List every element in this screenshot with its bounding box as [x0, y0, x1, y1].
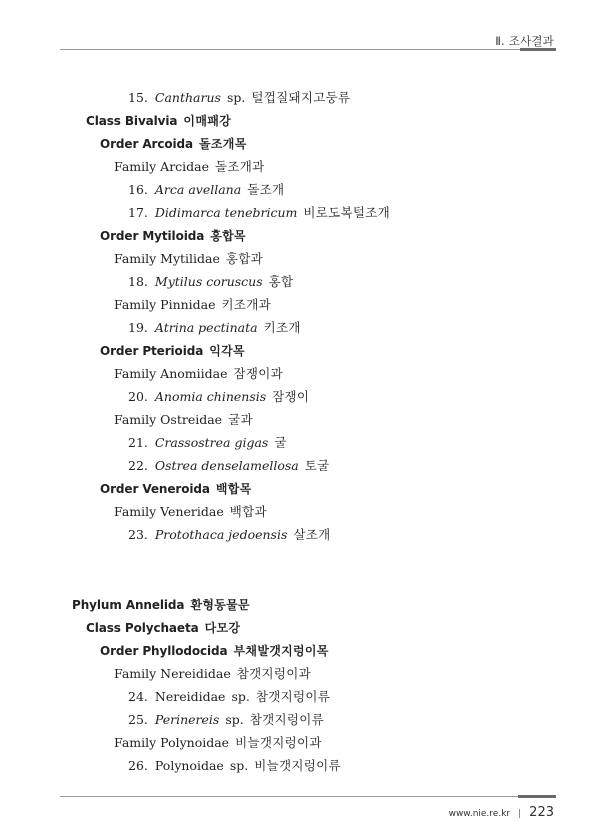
taxon-label: Order Pterioida [100, 344, 204, 358]
species-abbrev: sp. [226, 90, 246, 105]
species-number: 21. [128, 435, 148, 450]
species-line [128, 90, 350, 106]
korean-name: 키조개 [263, 320, 301, 335]
korean-name: 백합목 [215, 482, 252, 496]
species-number: 22. [128, 458, 148, 473]
korean-name: 참갯지렁이류 [255, 689, 331, 704]
scientific-name: Perinereis [154, 712, 220, 727]
korean-name: 부채발갯지렁이목 [233, 644, 329, 658]
family-line [114, 412, 253, 428]
scientific-name: Crassostrea gigas [154, 435, 269, 450]
family-line [114, 159, 265, 175]
species-number: 19. [128, 320, 148, 335]
species-number: 18. [128, 274, 148, 289]
order-line [100, 343, 245, 359]
footer-info [449, 805, 554, 820]
korean-name: 굴과 [228, 412, 253, 427]
scientific-name: Anomia chinensis [154, 389, 267, 404]
family-line [114, 366, 283, 382]
taxon-label: Class Bivalvia [86, 114, 178, 128]
header-rule [60, 49, 520, 50]
korean-name: 참갯지렁이과 [236, 666, 311, 681]
taxon-label: Order Phyllodocida [100, 644, 228, 658]
page-number: 223 [529, 805, 554, 820]
family-line [114, 504, 267, 520]
taxon-label: Order Veneroida [100, 482, 210, 496]
korean-name: 홍합목 [210, 229, 246, 243]
scientific-name: Arca avellana [154, 182, 242, 197]
scientific-name: Atrina pectinata [154, 320, 258, 335]
korean-name: 백합과 [229, 504, 267, 519]
korean-name: 잠쟁이과 [233, 366, 283, 381]
korean-name: 이매패강 [183, 114, 231, 128]
taxon-label: Class Polychaeta [86, 621, 199, 635]
taxon-name: Polynoidae [154, 758, 224, 773]
website-link[interactable]: www.nie.re.kr [448, 809, 511, 819]
species-line [128, 527, 331, 543]
taxon-label: Family Nereididae [114, 666, 231, 681]
taxon-label: Family Arcidae [114, 159, 210, 174]
header-rule-accent [520, 48, 556, 51]
class-line [86, 620, 240, 636]
korean-name: 참갯지렁이류 [249, 712, 324, 727]
species-number: 26. [128, 758, 148, 773]
species-number: 16. [128, 182, 148, 197]
korean-name: 돌조개목 [199, 137, 247, 151]
korean-name: 홍합 [268, 274, 294, 289]
taxon-name: Nereididae [154, 689, 226, 704]
species-number: 15. [128, 90, 148, 105]
scientific-name: Cantharus [154, 90, 221, 105]
species-line [128, 320, 301, 336]
species-abbrev: sp. [225, 712, 244, 727]
phylum-line [72, 597, 250, 613]
species-line [128, 274, 293, 290]
korean-name: 비로도복털조개 [303, 205, 391, 220]
korean-name: 돌조개과 [215, 159, 265, 174]
species-abbrev: sp. [229, 758, 249, 773]
class-line [86, 113, 231, 129]
taxon-label: Family Pinnidae [114, 297, 216, 312]
korean-name: 홍합과 [225, 251, 264, 266]
taxon-label: Family Polynoidae [114, 735, 230, 750]
species-line [128, 758, 341, 774]
species-line [128, 182, 284, 198]
scientific-name: Ostrea denselamellosa [154, 458, 299, 473]
family-line [114, 735, 322, 751]
order-line [100, 136, 247, 152]
species-line [128, 689, 330, 705]
korean-name: 비늘갯지렁이과 [235, 735, 322, 750]
species-line [128, 458, 330, 474]
korean-name: 잠쟁이 [272, 389, 310, 404]
korean-name: 익각목 [209, 344, 245, 358]
scientific-name: Mytilus coruscus [154, 274, 263, 289]
family-line [114, 297, 271, 313]
family-line [114, 251, 263, 267]
taxon-label: Family Mytilidae [114, 251, 220, 266]
taxon-label: Order Mytiloida [100, 229, 205, 243]
scientific-name: Protothaca jedoensis [154, 527, 288, 542]
species-number: 23. [128, 527, 148, 542]
taxon-label: Order Arcoida [100, 137, 194, 151]
species-number: 24. [128, 689, 148, 704]
korean-name: 굴 [274, 435, 287, 450]
korean-name: 환형동물문 [190, 598, 250, 612]
korean-name: 살조개 [293, 527, 331, 542]
species-line [128, 435, 287, 451]
family-line [114, 666, 311, 682]
order-line [100, 643, 329, 659]
korean-name: 털껍질돼지고둥류 [251, 90, 351, 105]
korean-name: 돌조개 [247, 182, 285, 197]
species-abbrev: sp. [231, 689, 250, 704]
taxon-label: Phylum Annelida [72, 598, 185, 612]
footer-separator: | [518, 809, 522, 819]
section-title: Ⅱ. 조사결과 [495, 34, 554, 48]
order-line [100, 228, 246, 244]
korean-name: 토굴 [304, 458, 330, 473]
korean-name: 비늘갯지렁이류 [254, 758, 341, 773]
species-number: 17. [128, 205, 148, 220]
species-line [128, 389, 309, 405]
species-line [128, 712, 324, 728]
order-line [100, 481, 252, 497]
taxon-label: Family Ostreidae [114, 412, 223, 427]
korean-name: 키조개과 [221, 297, 272, 312]
species-number: 25. [128, 712, 148, 727]
footer-rule [60, 796, 536, 797]
korean-name: 다모강 [204, 621, 241, 635]
footer-rule-accent [518, 795, 556, 798]
taxon-label: Family Veneridae [114, 504, 224, 519]
taxon-label: Family Anomiidae [114, 366, 228, 381]
species-number: 20. [128, 389, 148, 404]
scientific-name: Didimarca tenebricum [154, 205, 298, 220]
species-line [128, 205, 390, 221]
